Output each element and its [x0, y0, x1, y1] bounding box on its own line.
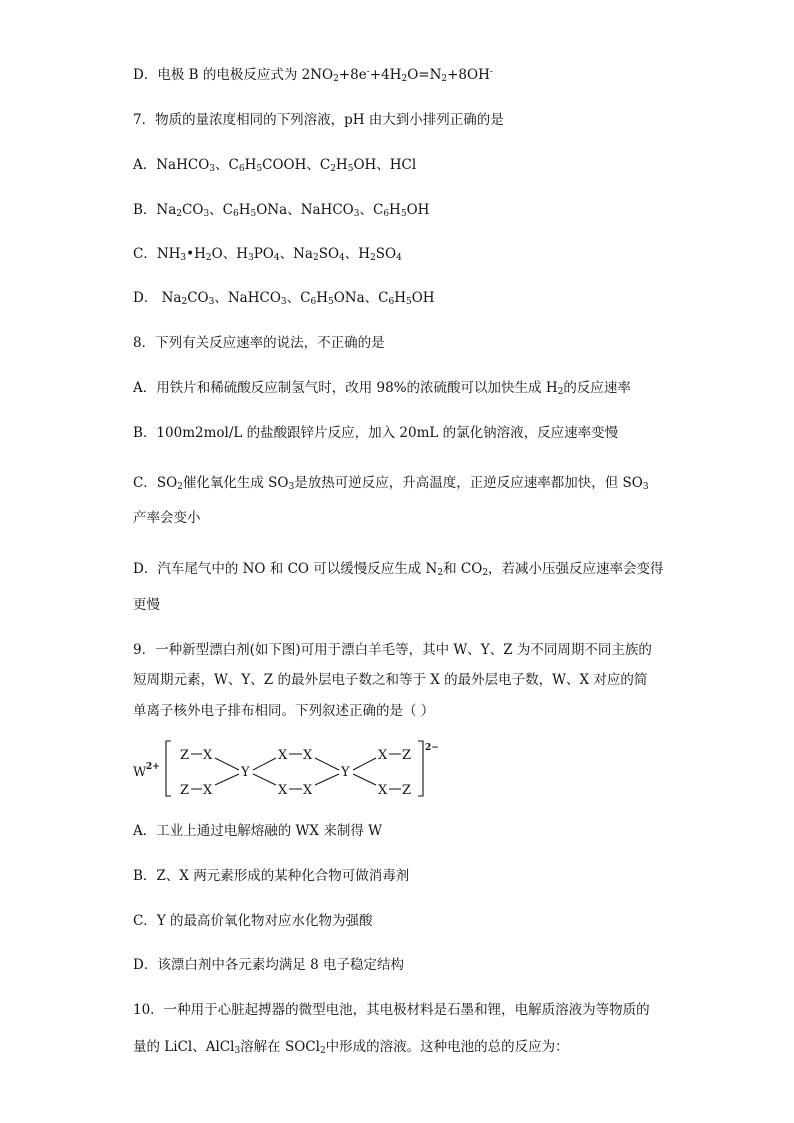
atom-x: X	[278, 748, 288, 763]
q9-option-a: A．工业上通过电解熔融的 WX 来制得 W	[133, 823, 382, 839]
q6-option-d: D．电极 B 的电极反应式为 $2NO_2+8e^-+4H_2O=N_2+8OH^-$	[133, 67, 493, 84]
atom-x: X	[378, 748, 388, 763]
q8-option-a: A．用铁片和稀硫酸反应制氢气时，改用 98%的浓硫酸可以加快生成 $H_2$的反应速率	[133, 380, 631, 397]
bond	[215, 774, 239, 785]
atom-x: X	[203, 783, 213, 798]
q9-option-b: B．Z、X 两元素形成的某种化合物可做消毒剂	[133, 868, 410, 884]
bond	[253, 774, 276, 785]
atom-z: Z	[180, 783, 190, 798]
atom-x: X	[303, 783, 313, 798]
q10-stem-line1: 10．一种用于心脏起搏器的微型电池，其电极材料是石墨和锂，电解质溶液为等物质的	[133, 1002, 650, 1018]
atom-x: X	[303, 748, 313, 763]
q8-option-b: B．100m2mol/L 的盐酸跟锌片反应，加入 20mL 的氯化钠溶液，反应速率变慢	[133, 425, 619, 441]
bond	[315, 774, 339, 785]
bond	[353, 758, 376, 770]
q8-option-c: C．$SO_2$催化氧化生成 $SO_3$是放热可逆反应，升高温度，正逆反应速率都加快，但 $SO_3$	[133, 475, 649, 492]
left-bracket	[166, 741, 171, 796]
q9-stem-line2: 短周期元素，W、Y、Z 的最外层电子数之和等于 X 的最外层电子数，W、X 对应的简	[133, 672, 648, 688]
bond	[353, 774, 376, 785]
atom-z: Z	[402, 783, 412, 798]
q7-stem: 7．物质的量浓度相同的下列溶液，pH 由大到小排列正确的是	[133, 112, 504, 128]
cation-w: W	[133, 765, 147, 780]
anion-charge: 2−	[425, 743, 439, 753]
atom-y: Y	[241, 765, 250, 780]
q9-stem-line1: 9．一种新型漂白剂(如下图)可用于漂白羊毛等，其中 W、Y、Z 为不同周期不同主族的	[133, 642, 652, 658]
atom-x: X	[203, 748, 213, 763]
bleach-structure-diagram	[133, 738, 453, 802]
q8-option-d: D．汽车尾气中的 NO 和 CO 可以缓慢反应生成 $N_2$和 $CO_2$，若减小压强反应速率会变得	[133, 561, 664, 578]
q7-option-b: B．$Na_2CO_3$、$C_6H_5ONa$、NaHCO$_3$、$C_6H_5OH$	[133, 202, 430, 219]
right-bracket	[418, 741, 423, 796]
atom-y: Y	[341, 765, 350, 780]
bond	[315, 758, 339, 770]
atom-x: X	[378, 783, 388, 798]
q10-stem-line2: 量的 LiCl、AlCl$_3$溶解在 SOCl$_2$中形成的溶液。这种电池的总的反应为：	[133, 1039, 569, 1056]
q8-option-d-line2: 更慢	[133, 597, 160, 613]
q8-stem: 8．下列有关反应速率的说法，不正确的是	[133, 335, 385, 351]
q7-option-a: A．NaHCO$_3$、$C_6H_5COOH$、$C_2H_5OH$、HCl	[133, 157, 417, 174]
atom-z: Z	[180, 748, 190, 763]
cation-charge: 2+	[146, 762, 160, 772]
q7-option-d: D． $Na_2CO_3$、NaHCO$_3$、$C_6H_5ONa$、$C_6H_5OH$	[133, 290, 435, 307]
q9-stem-line3: 单离子核外电子排布相同。下列叙述正确的是（ ）	[133, 703, 435, 719]
bond	[253, 758, 276, 770]
q9-option-d: D．该漂白剂中各元素均满足 8 电子稳定结构	[133, 957, 404, 973]
bond	[215, 758, 239, 770]
q9-option-c: C．Y 的最高价氧化物对应水化物为强酸	[133, 913, 373, 929]
atom-x: X	[278, 783, 288, 798]
atom-z: Z	[402, 748, 412, 763]
q7-option-c: C．$NH_3•H_2O$、$H_3PO_4$、$Na_2SO_4$、$H_2SO_4$	[133, 246, 402, 263]
q8-option-c-line2: 产率会变小	[133, 510, 201, 526]
